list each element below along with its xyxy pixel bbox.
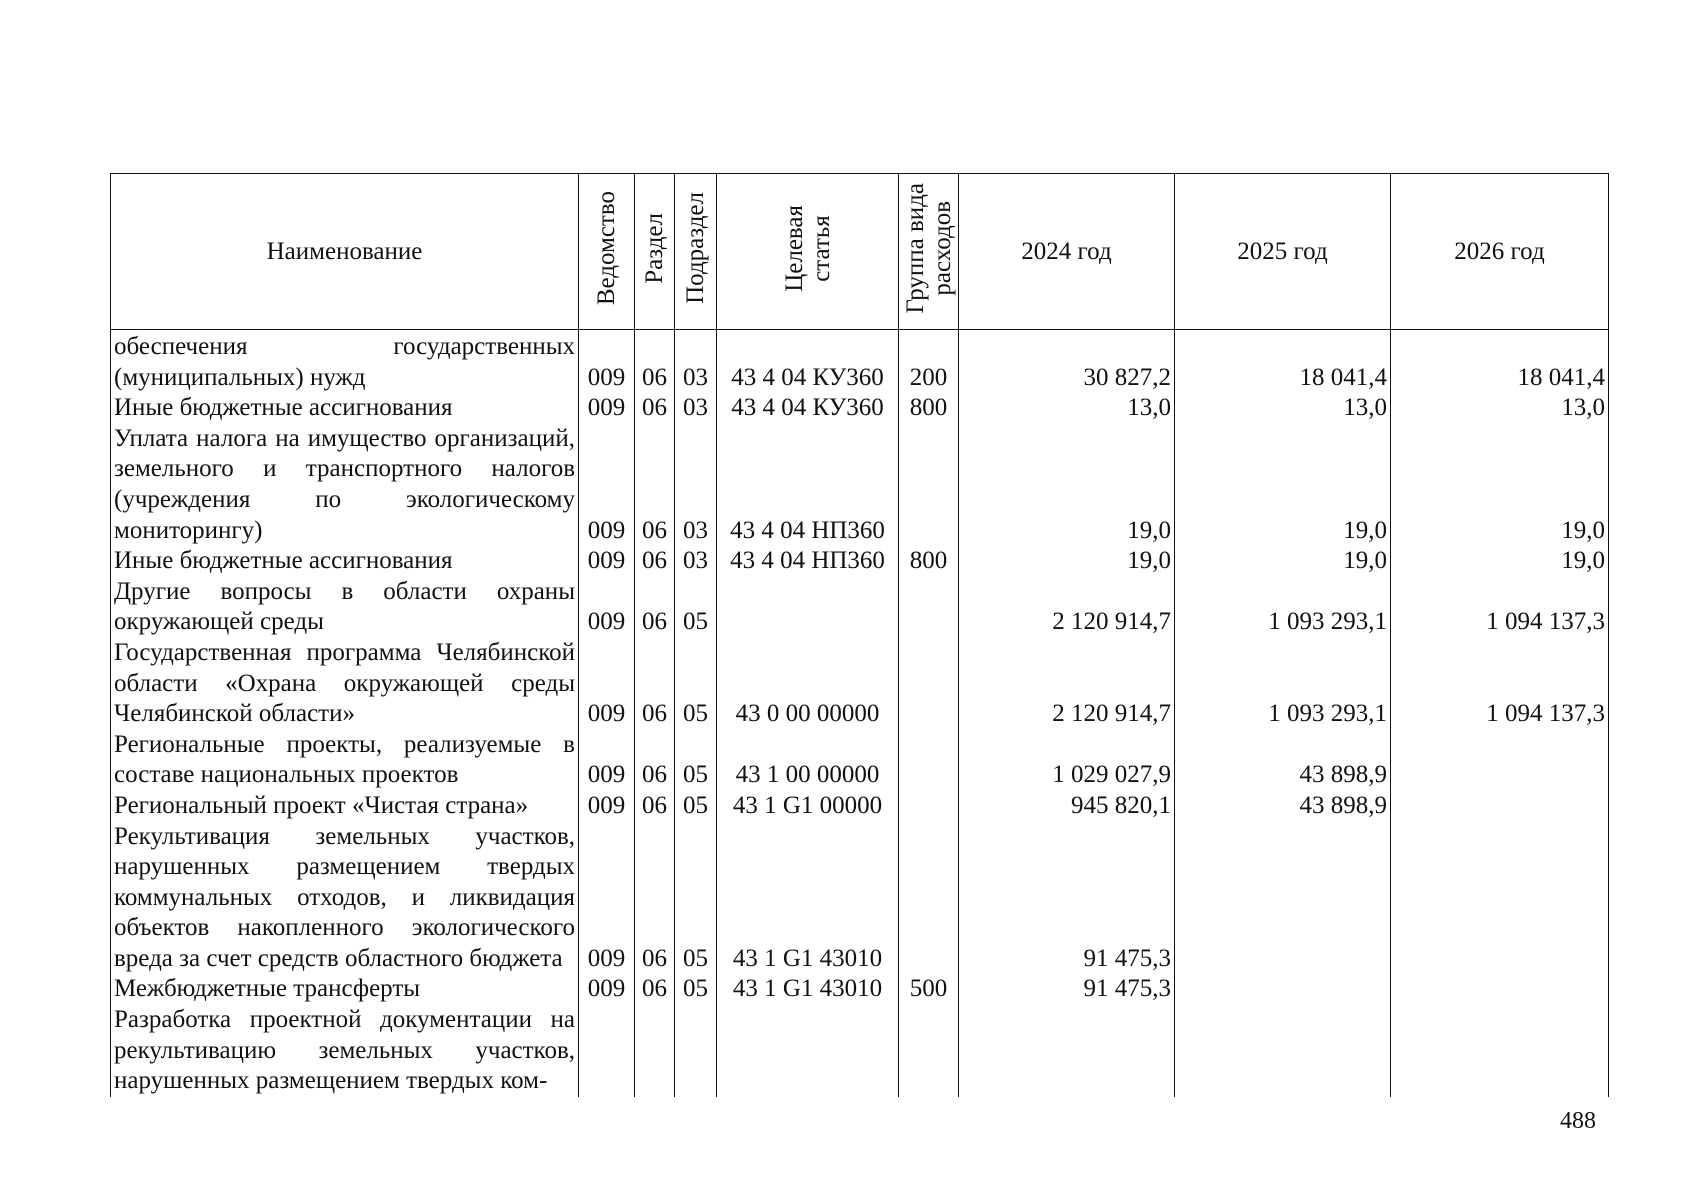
cell-vedomstvo: 009	[579, 730, 635, 791]
table-row	[111, 1005, 1609, 1097]
cell-celevaya-statya: 43 4 04 НП360	[717, 424, 899, 546]
cell-celevaya-statya: 43 1 00 00000	[717, 730, 899, 791]
cell-year-2025: 43 898,9	[1175, 791, 1391, 822]
cell-year-2024: 2 120 914,7	[959, 638, 1175, 730]
cell-podrazdel	[675, 1005, 717, 1097]
cell-year-2025	[1175, 1005, 1391, 1097]
cell-razdel: 06	[635, 638, 675, 730]
cell-year-2024: 2 120 914,7	[959, 577, 1175, 638]
cell-podrazdel: 05	[675, 730, 717, 791]
cell-year-2024: 945 820,1	[959, 791, 1175, 822]
header-razdel: Раздел	[635, 174, 675, 330]
cell-year-2026: 13,0	[1391, 393, 1609, 424]
cell-podrazdel: 05	[675, 638, 717, 730]
cell-podrazdel: 03	[675, 393, 717, 424]
cell-vedomstvo: 009	[579, 822, 635, 975]
cell-year-2026	[1391, 822, 1609, 975]
header-vedomstvo: Ведомство	[579, 174, 635, 330]
cell-name: Иные бюджетные ассигнования	[111, 393, 579, 424]
cell-podrazdel: 03	[675, 424, 717, 546]
cell-gruppa-vida-rashodov	[899, 822, 959, 975]
cell-gruppa-vida-rashodov	[899, 577, 959, 638]
cell-podrazdel: 05	[675, 822, 717, 975]
cell-celevaya-statya: 43 4 04 КУ360	[717, 393, 899, 424]
cell-year-2025: 1 093 293,1	[1175, 638, 1391, 730]
header-year-2026: 2026 год	[1391, 174, 1609, 330]
cell-year-2025: 19,0	[1175, 546, 1391, 577]
cell-vedomstvo: 009	[579, 330, 635, 394]
cell-razdel: 06	[635, 393, 675, 424]
cell-vedomstvo: 009	[579, 791, 635, 822]
cell-razdel: 06	[635, 822, 675, 975]
cell-podrazdel: 05	[675, 791, 717, 822]
cell-vedomstvo: 009	[579, 393, 635, 424]
cell-vedomstvo	[579, 1005, 635, 1097]
table-row	[111, 577, 1609, 638]
cell-gruppa-vida-rashodov	[899, 1005, 959, 1097]
cell-celevaya-statya: 43 1 G1 43010	[717, 822, 899, 975]
cell-year-2024: 91 475,3	[959, 822, 1175, 975]
table-row	[111, 393, 1609, 424]
cell-year-2024: 19,0	[959, 424, 1175, 546]
cell-celevaya-statya: 43 4 04 НП360	[717, 546, 899, 577]
cell-vedomstvo: 009	[579, 577, 635, 638]
cell-year-2025: 13,0	[1175, 393, 1391, 424]
cell-year-2024	[959, 1005, 1175, 1097]
cell-podrazdel: 03	[675, 330, 717, 394]
header-podrazdel: Подраздел	[675, 174, 717, 330]
cell-year-2024: 19,0	[959, 546, 1175, 577]
cell-name: Иные бюджетные ассигнования	[111, 546, 579, 577]
cell-year-2024: 1 029 027,9	[959, 730, 1175, 791]
cell-podrazdel: 05	[675, 577, 717, 638]
cell-year-2024: 13,0	[959, 393, 1175, 424]
table-header	[111, 174, 1609, 330]
table-row	[111, 330, 1609, 394]
cell-gruppa-vida-rashodov	[899, 791, 959, 822]
cell-year-2026	[1391, 730, 1609, 791]
cell-year-2026: 18 041,4	[1391, 330, 1609, 394]
cell-vedomstvo: 009	[579, 974, 635, 1005]
cell-name: Рекультивация земельных участков, нарушенных размещением твердых коммунальных отходов, и ликвидация объектов накопленного экологического вреда за счет средств областного бюджета	[111, 822, 579, 975]
cell-razdel: 06	[635, 330, 675, 394]
cell-razdel	[635, 1005, 675, 1097]
cell-gruppa-vida-rashodov: 200	[899, 330, 959, 394]
cell-name: Уплата налога на имущество организаций, земельного и транспортного налогов (учреждения по экологическому мониторингу)	[111, 424, 579, 546]
table-row	[111, 791, 1609, 822]
cell-gruppa-vida-rashodov	[899, 638, 959, 730]
table-row	[111, 730, 1609, 791]
cell-razdel: 06	[635, 791, 675, 822]
cell-year-2025: 43 898,9	[1175, 730, 1391, 791]
cell-podrazdel: 03	[675, 546, 717, 577]
cell-name: обеспечения государственных (муниципальных) нужд	[111, 330, 579, 394]
cell-vedomstvo: 009	[579, 638, 635, 730]
cell-podrazdel: 05	[675, 974, 717, 1005]
budget-table	[110, 173, 1609, 1097]
header-celevaya-statya: Целевая статья	[717, 174, 899, 330]
cell-year-2026	[1391, 1005, 1609, 1097]
cell-name: Региональный проект «Чистая страна»	[111, 791, 579, 822]
cell-name: Межбюджетные трансферты	[111, 974, 579, 1005]
header-year-2024: 2024 год	[959, 174, 1175, 330]
cell-gruppa-vida-rashodov: 800	[899, 393, 959, 424]
cell-razdel: 06	[635, 546, 675, 577]
cell-year-2025: 1 093 293,1	[1175, 577, 1391, 638]
cell-celevaya-statya: 43 4 04 КУ360	[717, 330, 899, 394]
header-year-2025: 2025 год	[1175, 174, 1391, 330]
cell-celevaya-statya	[717, 577, 899, 638]
cell-year-2026	[1391, 791, 1609, 822]
cell-celevaya-statya	[717, 1005, 899, 1097]
cell-gruppa-vida-rashodov	[899, 730, 959, 791]
table-row	[111, 638, 1609, 730]
table-row	[111, 546, 1609, 577]
cell-year-2026: 1 094 137,3	[1391, 638, 1609, 730]
table-row	[111, 974, 1609, 1005]
cell-year-2024: 91 475,3	[959, 974, 1175, 1005]
cell-vedomstvo: 009	[579, 424, 635, 546]
header-gruppa-vida-rashodov: Группа вида расходов	[899, 174, 959, 330]
cell-name: Государственная программа Челябинской области «Охрана окружающей среды Челябинской области»	[111, 638, 579, 730]
cell-razdel: 06	[635, 974, 675, 1005]
table-row	[111, 424, 1609, 546]
cell-year-2025	[1175, 822, 1391, 975]
header-name: Наименование	[111, 174, 579, 330]
page-number: 488	[1560, 1108, 1596, 1134]
table-body	[111, 330, 1609, 1097]
cell-year-2025: 19,0	[1175, 424, 1391, 546]
cell-year-2026: 19,0	[1391, 424, 1609, 546]
cell-year-2026: 19,0	[1391, 546, 1609, 577]
cell-razdel: 06	[635, 730, 675, 791]
cell-year-2026	[1391, 974, 1609, 1005]
cell-year-2025: 18 041,4	[1175, 330, 1391, 394]
cell-gruppa-vida-rashodov: 800	[899, 546, 959, 577]
cell-name: Разработка проектной документации на рекультивацию земельных участков, нарушенных размещением твердых ком-	[111, 1005, 579, 1097]
cell-year-2024: 30 827,2	[959, 330, 1175, 394]
cell-gruppa-vida-rashodov: 500	[899, 974, 959, 1005]
cell-name: Другие вопросы в области охраны окружающей среды	[111, 577, 579, 638]
cell-name: Региональные проекты, реализуемые в составе национальных проектов	[111, 730, 579, 791]
cell-vedomstvo: 009	[579, 546, 635, 577]
cell-celevaya-statya: 43 1 G1 43010	[717, 974, 899, 1005]
cell-razdel: 06	[635, 577, 675, 638]
cell-year-2025	[1175, 974, 1391, 1005]
cell-gruppa-vida-rashodov	[899, 424, 959, 546]
cell-year-2026: 1 094 137,3	[1391, 577, 1609, 638]
table-row	[111, 822, 1609, 975]
cell-celevaya-statya: 43 1 G1 00000	[717, 791, 899, 822]
cell-celevaya-statya: 43 0 00 00000	[717, 638, 899, 730]
cell-razdel: 06	[635, 424, 675, 546]
